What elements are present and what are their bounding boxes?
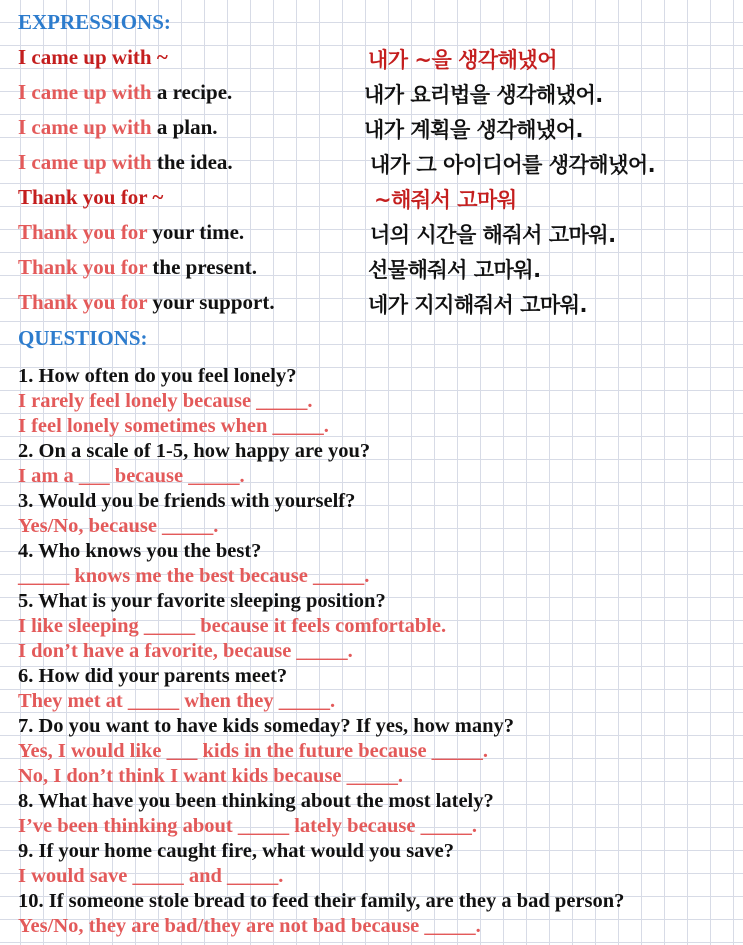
answer-template: Yes, I would like ___ kids in the future because _____. — [18, 740, 489, 762]
expression-lead: I came up with ~ — [18, 45, 168, 69]
expression-row — [18, 255, 743, 285]
expression-rest: the present. — [147, 255, 258, 279]
expression-rest: a plan. — [151, 115, 218, 139]
answer-template: _____ knows me the best because _____. — [18, 565, 370, 587]
question-text: 1. How often do you feel lonely? — [18, 365, 297, 387]
expression-lead: Thank you for ~ — [18, 185, 164, 209]
expression-english — [18, 150, 233, 175]
answer-template: I am a ___ because _____. — [18, 465, 245, 487]
question-text: 10. If someone stole bread to feed their family, are they a bad person? — [18, 890, 625, 912]
expression-english — [18, 290, 275, 315]
question-text: 6. How did your parents meet? — [18, 665, 288, 687]
question-text: 8. What have you been thinking about the most lately? — [18, 790, 494, 812]
expression-row — [18, 150, 743, 180]
question-text: 9. If your home caught fire, what would you save? — [18, 840, 455, 862]
expression-korean: 너의 시간을 해줘서 고마워. — [370, 223, 616, 247]
answer-template: No, I don’t think I want kids because _____. — [18, 765, 404, 787]
expression-rest: a recipe. — [151, 80, 233, 104]
question-text: 4. Who knows you the best? — [18, 540, 262, 562]
expression-rest: the idea. — [151, 150, 233, 174]
expression-lead: Thank you for — [18, 255, 148, 279]
expression-lead: I came up with — [18, 150, 152, 174]
expression-row — [18, 45, 743, 75]
expression-english — [18, 80, 232, 105]
expression-korean: 내가 그 아이디어를 생각해냈어. — [370, 153, 656, 177]
expression-lead: Thank you for — [18, 220, 148, 244]
answer-template: I feel lonely sometimes when _____. — [18, 415, 329, 437]
expression-korean: ~해줘서 고마워 — [374, 188, 517, 212]
expression-lead: Thank you for — [18, 290, 148, 314]
questions-title: QUESTIONS: — [18, 326, 148, 350]
answer-template: Yes/No, they are bad/they are not bad because _____. — [18, 915, 481, 937]
expression-korean: 내가 계획을 생각해냈어. — [364, 118, 583, 142]
expression-row — [18, 290, 743, 320]
expression-korean: 네가 지지해줘서 고마워. — [368, 293, 587, 317]
expression-row — [18, 185, 743, 215]
expression-english — [18, 185, 163, 210]
answer-template: I’ve been thinking about _____ lately because _____. — [18, 815, 477, 837]
expression-korean: 내가 ~을 생각해냈어 — [368, 48, 558, 72]
expression-english — [18, 45, 168, 70]
expression-rest: your support. — [147, 290, 275, 314]
answer-template: Yes/No, because _____. — [18, 515, 219, 537]
answer-template: They met at _____ when they _____. — [18, 690, 336, 712]
expression-row — [18, 220, 743, 250]
expression-lead: I came up with — [18, 80, 152, 104]
answer-template: I would save _____ and _____. — [18, 865, 284, 887]
expression-english — [18, 255, 257, 280]
question-text: 5. What is your favorite sleeping position? — [18, 590, 386, 612]
question-text: 7. Do you want to have kids someday? If yes, how many? — [18, 715, 515, 737]
expression-lead: I came up with — [18, 115, 152, 139]
expressions-title: EXPRESSIONS: — [18, 10, 171, 34]
questions-list — [18, 364, 743, 939]
expression-row — [18, 80, 743, 110]
expression-korean: 선물해줘서 고마워. — [368, 258, 541, 282]
question-text: 3. Would you be friends with yourself? — [18, 490, 356, 512]
expression-rest: your time. — [147, 220, 245, 244]
expression-korean: 내가 요리법을 생각해냈어. — [364, 83, 603, 107]
expression-row — [18, 115, 743, 145]
expression-english — [18, 220, 244, 245]
answer-template: I don’t have a favorite, because _____. — [18, 640, 353, 662]
expression-english — [18, 115, 218, 140]
answer-template: I rarely feel lonely because _____. — [18, 390, 313, 412]
question-text: 2. On a scale of 1-5, how happy are you? — [18, 440, 371, 462]
answer-template: I like sleeping _____ because it feels comfortable. — [18, 615, 447, 637]
